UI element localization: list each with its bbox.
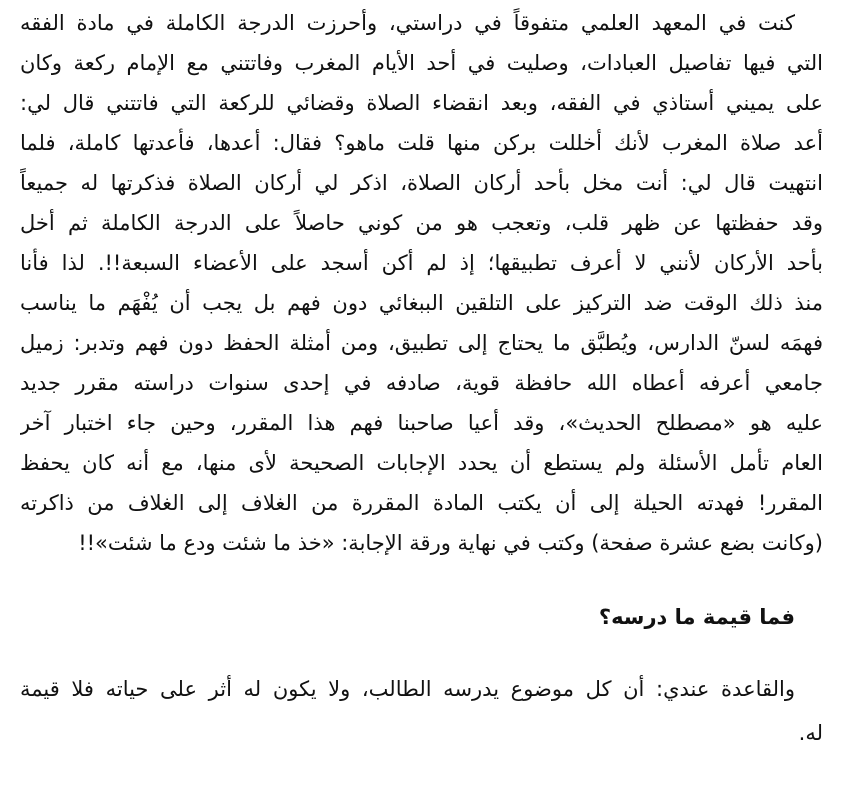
text-line: والقاعدة عندي: أن كل موضوع يدرسه الطالب، ولا يكون له أثر على حياته فلا قيمة bbox=[20, 677, 795, 701]
text-line: انتهيت قال لي: أنت مخل بأحد أركان الصلاة، اذكر لي أركان الصلاة فذكرتها له جميعاً bbox=[20, 171, 823, 195]
text-line: منذ ذلك الوقت ضد التركيز على التلقين الببغائي دون فهم بل يجب أن يُفْهَم ما يناسب bbox=[20, 291, 823, 315]
text-line: بأحد الأركان لأنني لا أعرف تطبيقها؛ إذ لم أكن أسجد على الأعضاء السبعة!!. لذا فأنا bbox=[20, 251, 823, 275]
text-line: له. bbox=[798, 721, 823, 745]
text-line: المقرر! فهدته الحيلة إلى أن يكتب المادة المقررة من الغلاف إلى الغلاف من ذاكرته bbox=[20, 491, 823, 515]
text-line: (وكانت بضع عشرة صفحة) وكتب في نهاية ورقة الإجابة: «خذ ما شئت ودع ما شئت»!! bbox=[78, 531, 823, 555]
text-line: العام تأمل الأسئلة ولم يستطع أن يحدد الإجابات الصحيحة لأى منها، مع أنه كان يحفظ bbox=[20, 451, 823, 475]
text-line: عليه هو «مصطلح الحديث»، وقد أعيا صاحبنا فهم هذا المقرر، وحين جاء اختبار آخر bbox=[20, 411, 823, 435]
text-line: جامعي أعرفه أعطاه الله حافظة قوية، صادفه في إحدى سنوات دراسته مقرر جديد bbox=[20, 371, 823, 395]
text-line: أعد صلاة المغرب لأنك أخللت بركن منها قلت ماهو؟ فقال: أعدها، فأعدتها كاملة، فلما bbox=[20, 131, 823, 155]
text-line: التي فيها تفاصيل العبادات، وصليت في أحد الأيام المغرب وفاتتني مع الإمام ركعة وكان bbox=[20, 51, 823, 75]
text-line: على يميني أستاذي في الفقه، وبعد انقضاء الصلاة وقضائي للركعة التي فاتتني قال لي: bbox=[20, 91, 823, 115]
question-line: فما قيمة ما درسه؟ bbox=[598, 605, 795, 629]
text-line: وقد حفظتها عن ظهر قلب، وتعجب هو من كوني حاصلاً على الدرجة الكاملة ثم أخل bbox=[20, 211, 823, 235]
text-line: كنت في المعهد العلمي متفوقاً في دراستي، وأحرزت الدرجة الكاملة في مادة الفقه bbox=[20, 11, 795, 35]
text-line: فهمَه لسنّ الدارس، ويُطبَّق ما يحتاج إلى تطبيق، ومن أمثلة الحفظ دون فهم وتدبر: زميل bbox=[20, 331, 823, 355]
document-page bbox=[20, 0, 823, 792]
